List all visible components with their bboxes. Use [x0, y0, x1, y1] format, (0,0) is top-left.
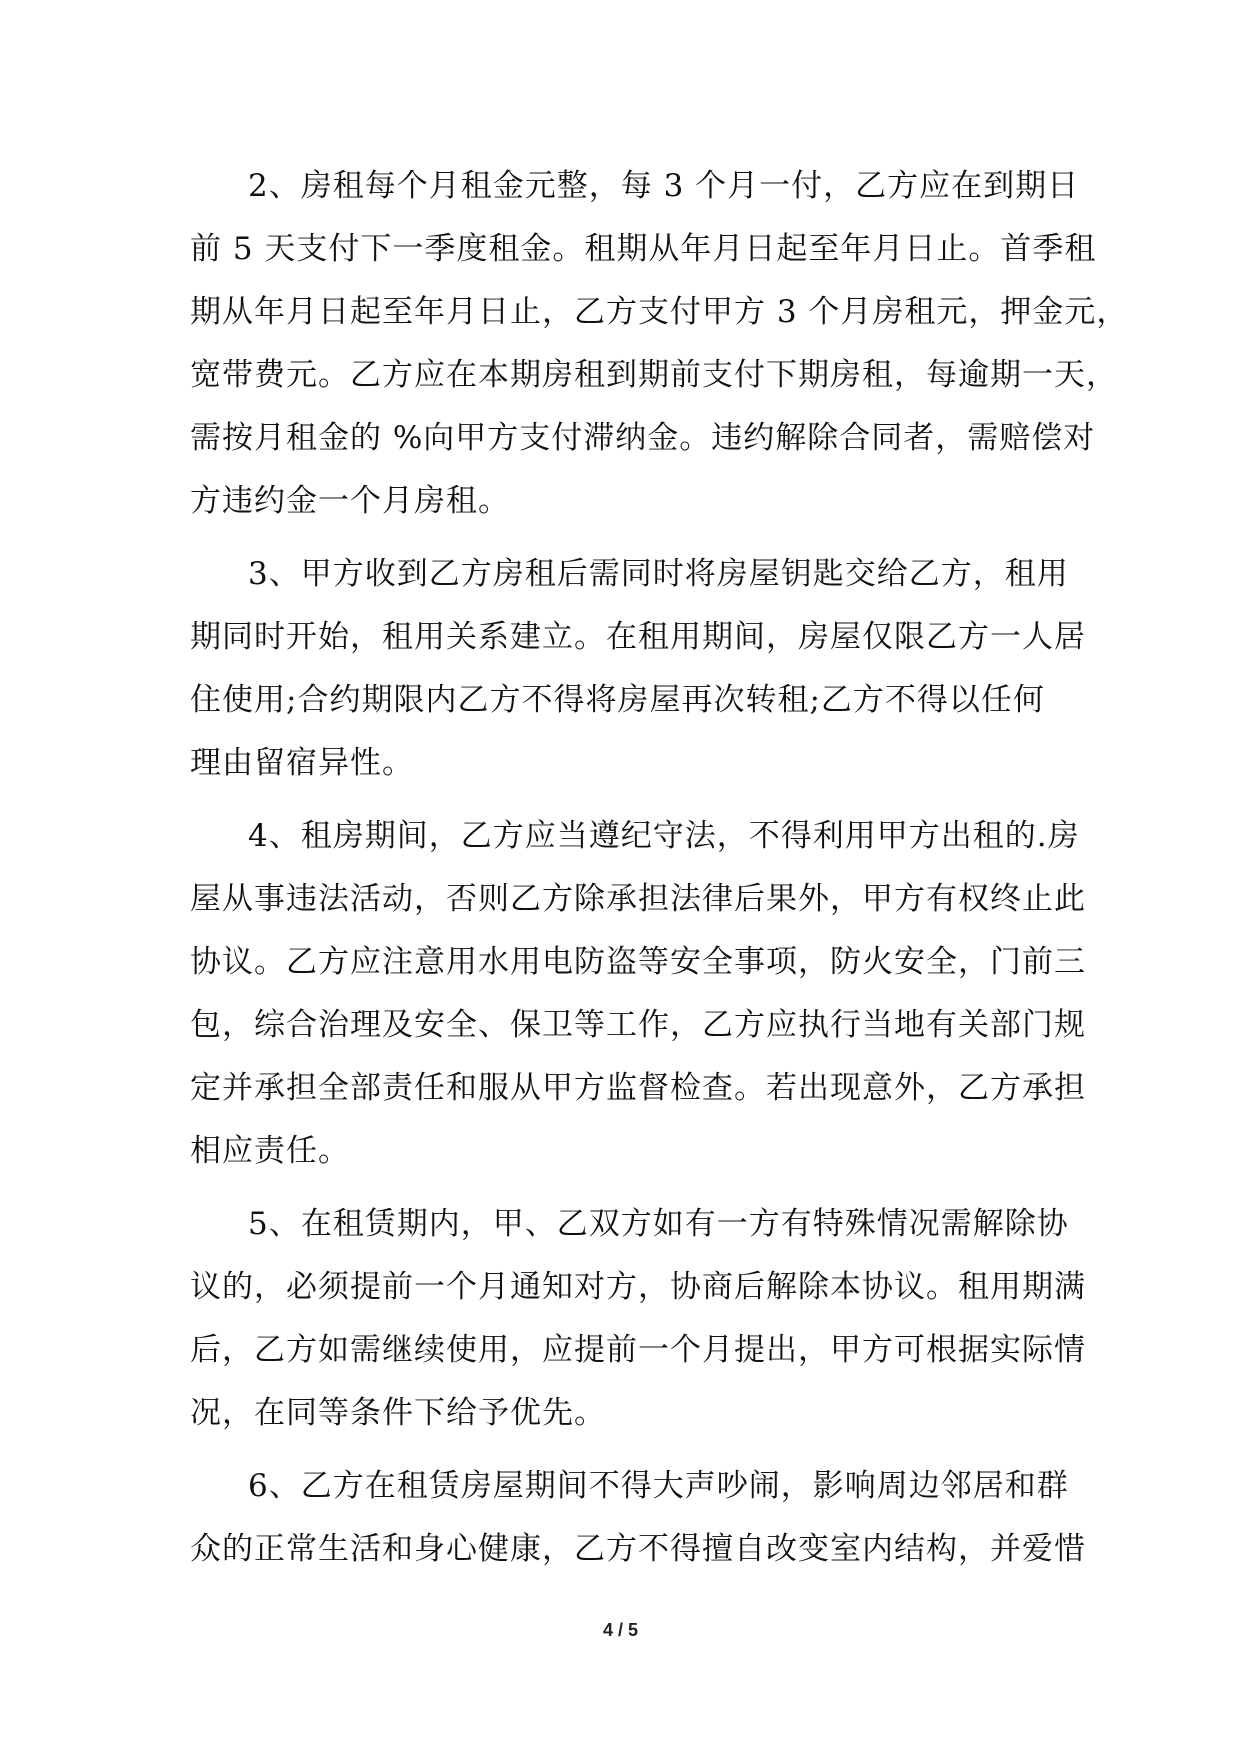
- document-body: [190, 155, 1129, 1591]
- text-line: 宽带费元。乙方应在本期房租到期前支付下期房租，每逾期一天，: [190, 357, 1118, 393]
- text-line: 期同时开始，租用关系建立。在租用期间，房屋仅限乙方一人居: [190, 619, 1086, 655]
- text-line: 屋从事违法活动，否则乙方除承担法律后果外，甲方有权终止此: [190, 881, 1086, 917]
- text-line: 况，在同等条件下给予优先。: [190, 1395, 606, 1431]
- page-number: 4 / 5: [602, 1620, 639, 1640]
- text-line: 后，乙方如需继续使用，应提前一个月提出，甲方可根据实际情: [190, 1332, 1086, 1368]
- text-line: 相应责任。: [190, 1133, 350, 1169]
- text-line: 前 5 天支付下一季度租金。租期从年月日起至年月日止。首季租: [190, 231, 1097, 267]
- text-line: 包，综合治理及安全、保卫等工作，乙方应执行当地有关部门规: [190, 1007, 1086, 1043]
- text-line: 住使用;合约期限内乙方不得将房屋再次转租;乙方不得以任何: [190, 682, 1045, 718]
- text-line: 需按月租金的 %向甲方支付滞纳金。违约解除合同者，需赔偿对: [190, 420, 1096, 456]
- paragraph: [190, 543, 1086, 795]
- paragraph: [190, 155, 1129, 533]
- text-line: 3、甲方收到乙方房租后需同时将房屋钥匙交给乙方，租用: [248, 556, 1069, 592]
- text-line: 2、房租每个月租金元整，每 3 个月一付，乙方应在到期日: [248, 168, 1080, 204]
- text-line: 方违约金一个月房租。: [190, 483, 510, 519]
- paragraph: [190, 805, 1086, 1183]
- text-line: 期从年月日起至年月日止，乙方支付甲方 3 个月房租元，押金元，: [190, 294, 1129, 330]
- text-line: 4、租房期间，乙方应当遵纪守法，不得利用甲方出租的.房: [248, 818, 1080, 854]
- text-line: 议的，必须提前一个月通知对方，协商后解除本协议。租用期满: [190, 1269, 1086, 1305]
- paragraph: [190, 1193, 1086, 1445]
- text-line: 协议。乙方应注意用水用电防盗等安全事项，防火安全，门前三: [190, 944, 1086, 980]
- text-line: 众的正常生活和身心健康，乙方不得擅自改变室内结构，并爱惜: [190, 1531, 1086, 1567]
- paragraph: [190, 1455, 1086, 1581]
- text-line: 定并承担全部责任和服从甲方监督检查。若出现意外，乙方承担: [190, 1070, 1086, 1106]
- text-line: 理由留宿异性。: [190, 745, 414, 781]
- text-line: 5、在租赁期内，甲、乙双方如有一方有特殊情况需解除协: [248, 1206, 1069, 1242]
- text-line: 6、乙方在租赁房屋期间不得大声吵闹，影响周边邻居和群: [248, 1468, 1069, 1504]
